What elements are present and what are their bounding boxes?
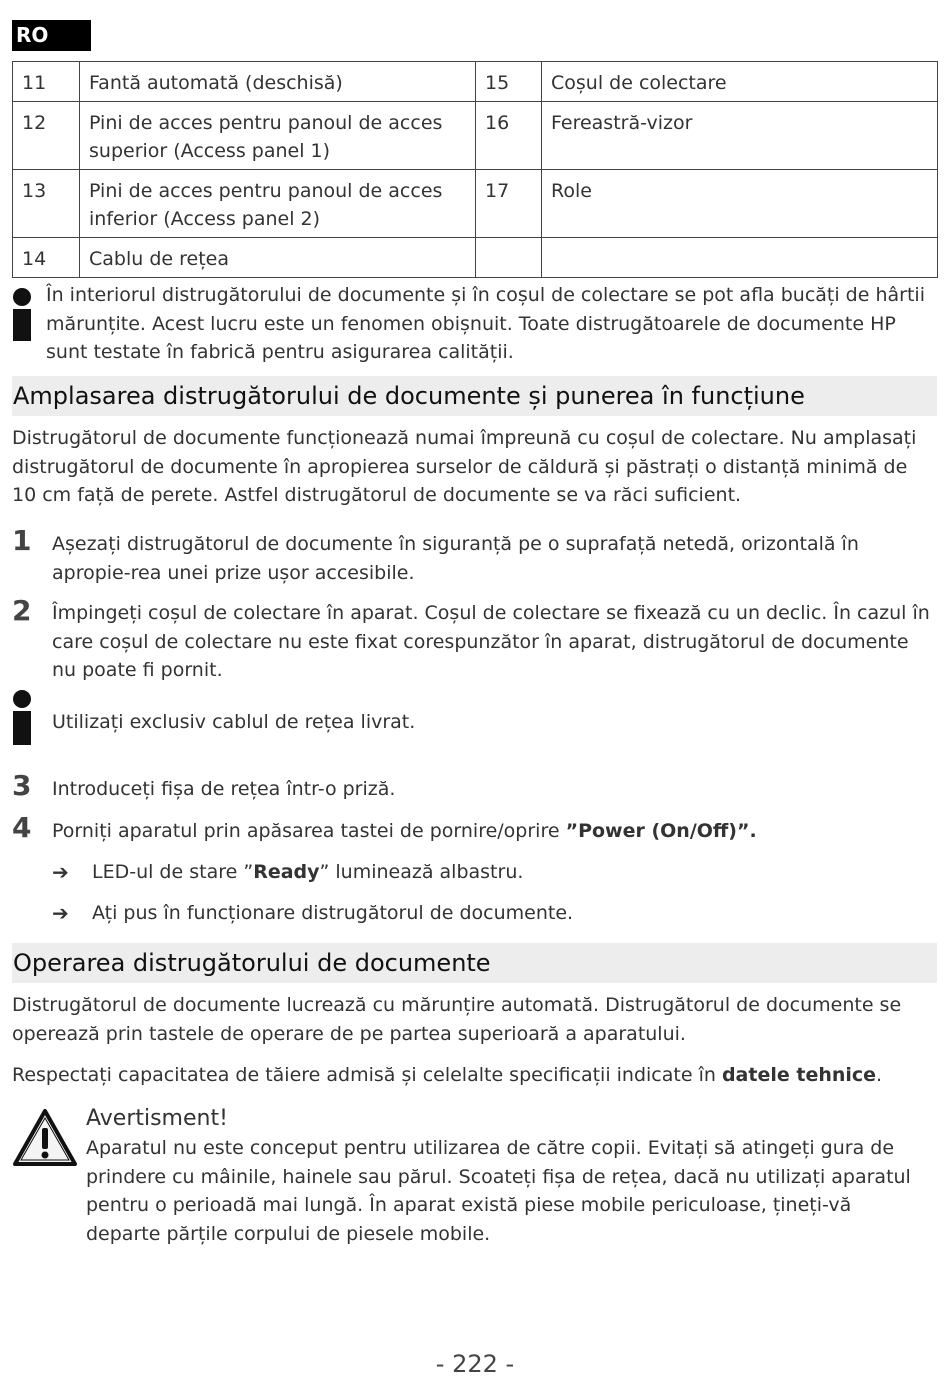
step-number: 2 (12, 594, 32, 627)
part-number: 12 (13, 102, 80, 170)
section-intro: Distrugătorul de documente funcționează numai împreună cu coșul de colectare. Nu amplasați distrugătorul de documente în apropierea surselor de căldură și păstrați o distanță minimă de 10 cm față de perete. Astfel distrugătorul de documente se va răci suficient. (12, 427, 917, 506)
step-text-part: Porniți aparatul prin apăsarea tastei de pornire/oprire (52, 820, 566, 842)
part-description (542, 238, 938, 278)
page-number: - 222 - (435, 1350, 515, 1378)
technical-data-reference: datele tehnice (721, 1064, 877, 1086)
section-paragraph (12, 1061, 932, 1090)
step-text: Împingeți coșul de colectare în aparat. Coșul de colectare se fixează cu un declic. În cazul în care coșul de colectare nu este fixat corespunzător în aparat, distrugătorul de documente nu poate fi pornit. (52, 602, 930, 681)
part-description: Coșul de colectare (542, 62, 938, 102)
paragraph-part: . (876, 1064, 883, 1086)
part-number: 17 (476, 170, 542, 238)
ready-label: Ready (253, 861, 320, 883)
step-number: 1 (12, 524, 32, 557)
section-heading: Amplasarea distrugătorului de documente și punerea în funcțiune (12, 376, 937, 416)
arrow-right-icon: ➔ (52, 860, 69, 884)
step-number: 3 (12, 769, 32, 802)
table-row (13, 102, 938, 170)
part-number: 13 (13, 170, 80, 238)
part-description: Cablu de rețea (80, 238, 476, 278)
table-row (13, 62, 938, 102)
warning-triangle-icon (12, 1108, 78, 1168)
part-description: Pini de acces pentru panoul de acces superior (Access panel 1) (80, 102, 476, 170)
language-tag: RO (12, 20, 91, 51)
part-number: 15 (476, 62, 542, 102)
step-text (52, 817, 936, 846)
part-description: Pini de acces pentru panoul de acces inferior (Access panel 2) (80, 170, 476, 238)
part-number: 14 (13, 238, 80, 278)
part-description: Fantă automată (deschisă) (80, 62, 476, 102)
result-text (92, 858, 932, 887)
step-text: Introduceți fișa de rețea într-o priză. (52, 778, 396, 800)
arrow-right-icon: ➔ (52, 901, 69, 925)
warning-text: Aparatul nu este conceput pentru utilizarea de către copii. Evitați să atingeți gura de prindere cu mâinile, hainele sau părul. Scoateți fișa de rețea, dacă nu utilizați aparatul pentru o perioadă mai lungă. În aparat există piese mobile periculoase, țineți-vă departe părțile corpului de piesele mobile. (86, 1137, 911, 1245)
result-text: Ați pus în funcționare distrugătorul de documente. (92, 902, 574, 924)
result-text-part: LED-ul de stare ” (92, 861, 254, 883)
part-description: Fereastră-vizor (542, 102, 938, 170)
paragraph-part: Respectați capacitatea de tăiere admisă și celelalte specificații indicate în (12, 1064, 722, 1086)
section-paragraph: Distrugătorul de documente lucrează cu mărunțire automată. Distrugătorul de documente se operează prin tastele de operare de pe partea superioară a aparatului. (12, 994, 902, 1045)
info-icon (12, 690, 32, 745)
warning-title: Avertisment! (86, 1106, 228, 1131)
info-note: Utilizați exclusiv cablul de rețea livrat. (52, 711, 416, 733)
part-number: 11 (13, 62, 80, 102)
info-icon (12, 288, 32, 341)
power-key-label: ”Power (On/Off)”. (565, 820, 757, 842)
part-number (476, 238, 542, 278)
part-description: Role (542, 170, 938, 238)
table-row (13, 238, 938, 278)
parts-table (12, 61, 938, 278)
part-number: 16 (476, 102, 542, 170)
section-heading: Operarea distrugătorului de documente (12, 943, 937, 983)
step-text: Așezați distrugătorul de documente în siguranță pe o suprafață netedă, orizontală în apropie-rea unei prize ușor accesibile. (52, 533, 859, 584)
table-row (13, 170, 938, 238)
result-text-part: ” luminează albastru. (319, 861, 524, 883)
info-note: În interiorul distrugătorului de documente și în coșul de colectare se pot afla bucăți de hârtii mărunțite. Acest lucru este un fenomen obișnuit. Toate distrugătoarele de documente HP sunt testate în fabrică pentru asigurarea calității. (46, 284, 925, 363)
step-number: 4 (12, 811, 32, 844)
